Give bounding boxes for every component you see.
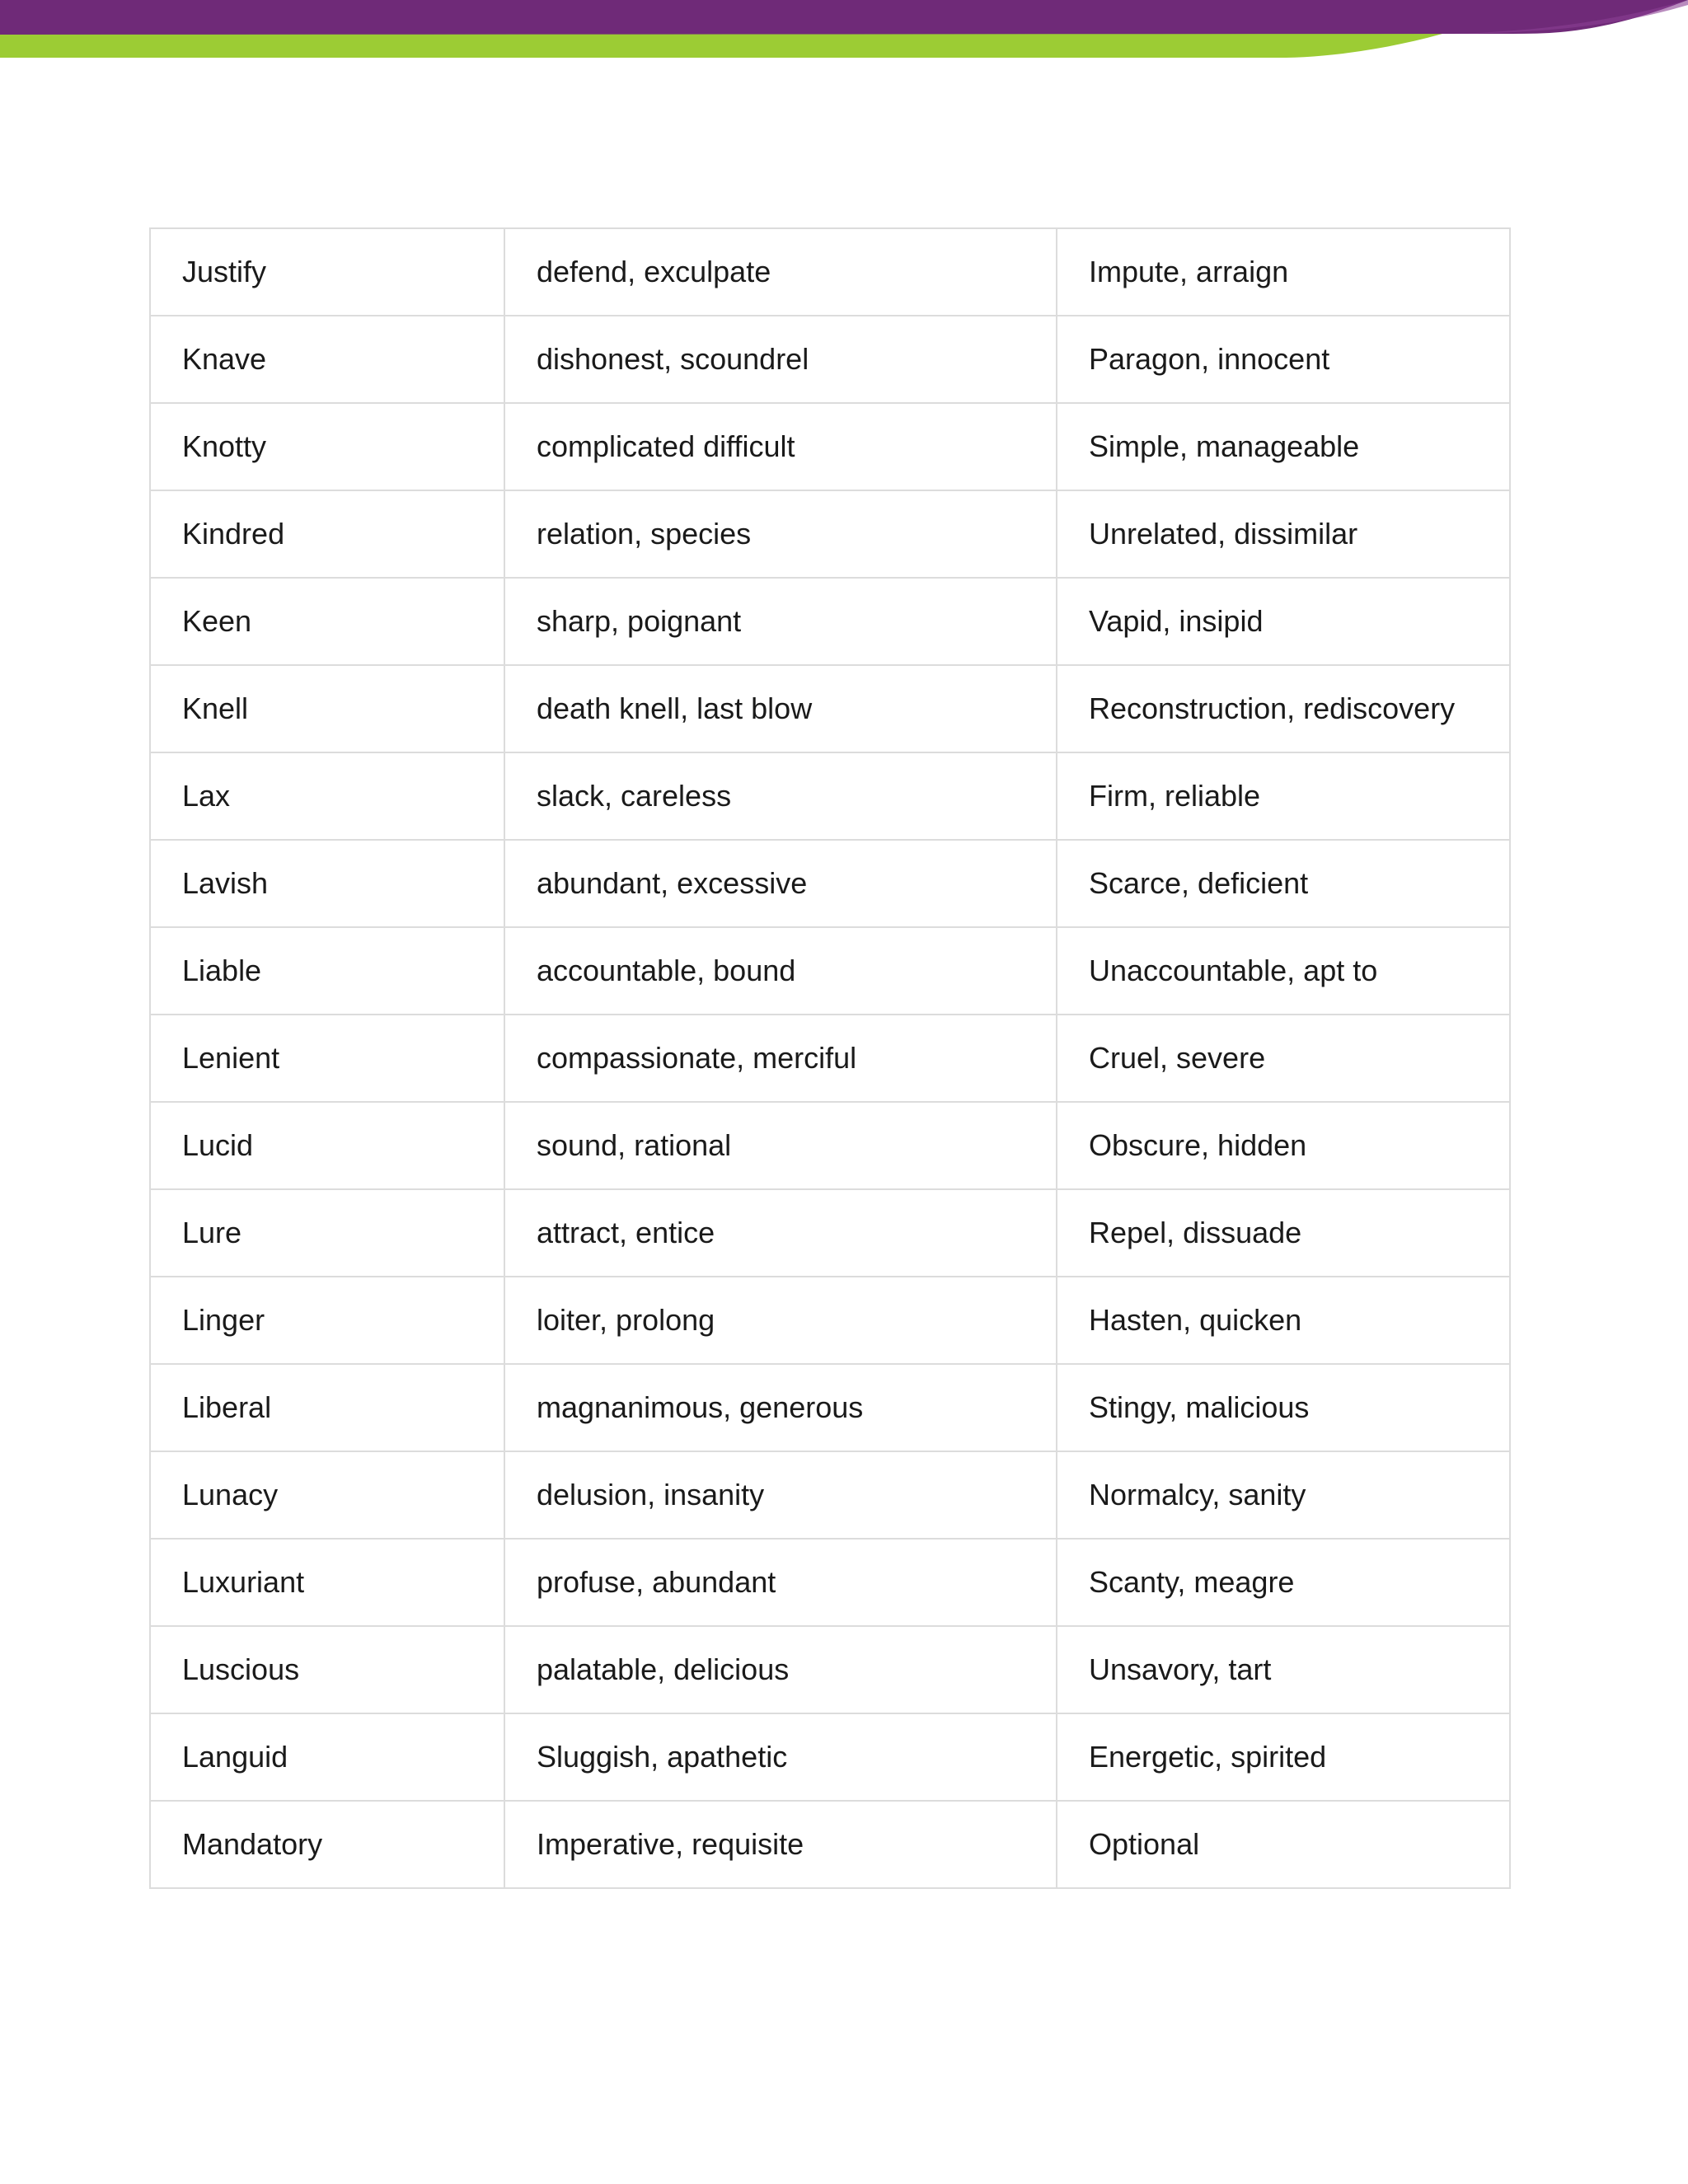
word-cell: Lure [150, 1189, 504, 1277]
table-row [150, 665, 1510, 752]
antonyms-cell: Simple, manageable [1057, 403, 1510, 490]
word-cell: Kindred [150, 490, 504, 578]
table-row [150, 752, 1510, 840]
table-row [150, 578, 1510, 665]
word-cell: Lavish [150, 840, 504, 927]
word-cell: Lunacy [150, 1451, 504, 1539]
word-cell: Luscious [150, 1626, 504, 1713]
synonyms-cell: abundant, excessive [504, 840, 1057, 927]
table-row [150, 1539, 1510, 1626]
word-cell: Linger [150, 1277, 504, 1364]
synonyms-cell: palatable, delicious [504, 1626, 1057, 1713]
table-row [150, 1364, 1510, 1451]
table-row [150, 316, 1510, 403]
word-cell: Justify [150, 228, 504, 316]
word-cell: Luxuriant [150, 1539, 504, 1626]
antonyms-cell: Vapid, insipid [1057, 578, 1510, 665]
word-cell: Knave [150, 316, 504, 403]
table-row [150, 228, 1510, 316]
word-cell: Lucid [150, 1102, 504, 1189]
synonyms-cell: complicated difficult [504, 403, 1057, 490]
word-cell: Knell [150, 665, 504, 752]
word-cell: Liberal [150, 1364, 504, 1451]
synonyms-cell: Imperative, requisite [504, 1801, 1057, 1888]
synonyms-cell: relation, species [504, 490, 1057, 578]
synonyms-cell: dishonest, scoundrel [504, 316, 1057, 403]
table-row [150, 1277, 1510, 1364]
table-row [150, 1801, 1510, 1888]
table-row [150, 1189, 1510, 1277]
word-cell: Liable [150, 927, 504, 1015]
table-row [150, 1626, 1510, 1713]
synonyms-cell: delusion, insanity [504, 1451, 1057, 1539]
synonyms-cell: loiter, prolong [504, 1277, 1057, 1364]
table-body [150, 228, 1510, 1888]
antonyms-cell: Scarce, deficient [1057, 840, 1510, 927]
table-row [150, 927, 1510, 1015]
table-row [150, 1713, 1510, 1801]
word-cell: Languid [150, 1713, 504, 1801]
purple-band [0, 0, 1688, 35]
word-cell: Mandatory [150, 1801, 504, 1888]
antonyms-cell: Stingy, malicious [1057, 1364, 1510, 1451]
synonyms-cell: compassionate, merciful [504, 1015, 1057, 1102]
synonyms-cell: accountable, bound [504, 927, 1057, 1015]
antonyms-cell: Unrelated, dissimilar [1057, 490, 1510, 578]
antonyms-cell: Unaccountable, apt to [1057, 927, 1510, 1015]
vocabulary-table [149, 227, 1511, 1889]
antonyms-cell: Firm, reliable [1057, 752, 1510, 840]
word-cell: Lax [150, 752, 504, 840]
synonyms-cell: magnanimous, generous [504, 1364, 1057, 1451]
table-row [150, 490, 1510, 578]
table-row [150, 1451, 1510, 1539]
table-row [150, 403, 1510, 490]
table-row [150, 1102, 1510, 1189]
antonyms-cell: Impute, arraign [1057, 228, 1510, 316]
antonyms-cell: Hasten, quicken [1057, 1277, 1510, 1364]
table-row [150, 840, 1510, 927]
antonyms-cell: Normalcy, sanity [1057, 1451, 1510, 1539]
synonyms-cell: attract, entice [504, 1189, 1057, 1277]
word-cell: Lenient [150, 1015, 504, 1102]
synonyms-cell: defend, exculpate [504, 228, 1057, 316]
antonyms-cell: Unsavory, tart [1057, 1626, 1510, 1713]
antonyms-cell: Reconstruction, rediscovery [1057, 665, 1510, 752]
word-cell: Keen [150, 578, 504, 665]
synonyms-cell: sound, rational [504, 1102, 1057, 1189]
synonyms-cell: slack, careless [504, 752, 1057, 840]
antonyms-cell: Scanty, meagre [1057, 1539, 1510, 1626]
antonyms-cell: Repel, dissuade [1057, 1189, 1510, 1277]
synonyms-cell: Sluggish, apathetic [504, 1713, 1057, 1801]
antonyms-cell: Paragon, innocent [1057, 316, 1510, 403]
table-row [150, 1015, 1510, 1102]
synonyms-cell: sharp, poignant [504, 578, 1057, 665]
antonyms-cell: Cruel, severe [1057, 1015, 1510, 1102]
word-cell: Knotty [150, 403, 504, 490]
antonyms-cell: Obscure, hidden [1057, 1102, 1510, 1189]
synonyms-cell: death knell, last blow [504, 665, 1057, 752]
header-decoration [0, 0, 1688, 66]
antonyms-cell: Optional [1057, 1801, 1510, 1888]
antonyms-cell: Energetic, spirited [1057, 1713, 1510, 1801]
synonyms-cell: profuse, abundant [504, 1539, 1057, 1626]
